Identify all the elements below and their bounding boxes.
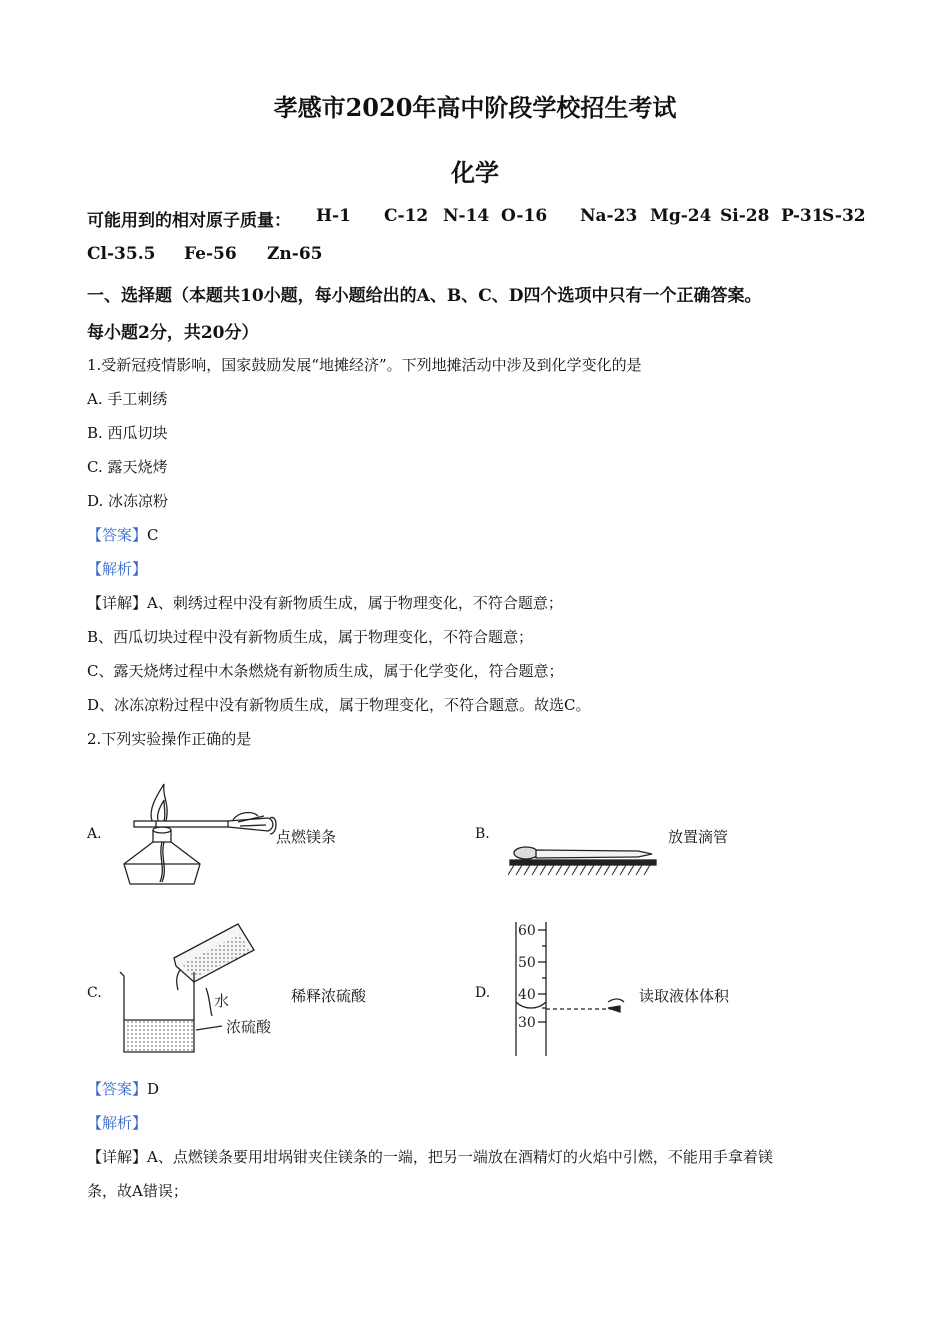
q1-answer xyxy=(87,524,159,545)
atomic-mass-item: H-1 xyxy=(316,206,351,226)
q2-option-a-letter: A. xyxy=(87,826,102,842)
tick-label: 50 xyxy=(518,955,536,971)
q1-option-d: D. 冰冻凉粉 xyxy=(87,492,169,510)
q1-option-b: B. 西瓜切块 xyxy=(87,424,168,442)
atomic-mass-item: Zn-65 xyxy=(267,244,323,264)
answer-value: C xyxy=(147,526,159,544)
detail-tag: 【详解】 xyxy=(87,1148,148,1166)
atomic-mass-item: Si-28 xyxy=(720,206,770,226)
q2-option-a-caption: 点燃镁条 xyxy=(276,828,337,846)
alcohol-lamp-figure xyxy=(118,772,278,890)
q2-option-b-caption: 放置滴管 xyxy=(668,828,729,846)
tick-label: 40 xyxy=(518,987,536,1003)
tick-label: 30 xyxy=(518,1015,536,1031)
atomic-mass-item: Fe-56 xyxy=(184,244,237,264)
acid-label: 浓硫酸 xyxy=(226,1018,272,1036)
dropper-figure xyxy=(508,842,660,886)
atomic-mass-item: Na-23 xyxy=(580,206,638,226)
q2-option-d-letter: D. xyxy=(475,985,491,1001)
q1-detail-4: D、冰冻凉粉过程中没有新物质生成，属于物理变化，不符合题意。故选C。 xyxy=(87,696,591,714)
atomic-mass-item: Cl-35.5 xyxy=(87,244,156,264)
water-label: 水 xyxy=(214,992,230,1010)
detail-text: A、点燃镁条要用坩埚钳夹住镁条的一端，把另一端放在酒精灯的火焰中引燃，不能用手拿着镁 xyxy=(147,1148,773,1166)
beaker-figure xyxy=(114,920,290,1060)
q1-option-a: A. 手工刺绣 xyxy=(87,390,168,408)
q2-stem: 2.下列实验操作正确的是 xyxy=(87,730,252,748)
atomic-mass-item: O-16 xyxy=(501,206,548,226)
q2-option-d-caption: 读取液体体积 xyxy=(639,987,730,1005)
detail-tag: 【详解】 xyxy=(87,594,148,612)
atomic-mass-item: S-32 xyxy=(822,206,866,226)
subject-title: 化学 xyxy=(451,158,499,187)
q1-analysis-tag: 【解析】 xyxy=(87,560,148,578)
answer-tag: 【答案】 xyxy=(87,1080,148,1098)
atomic-mass-item: Mg-24 xyxy=(650,206,712,226)
section-heading-cont: 每小题2分，共20分） xyxy=(87,323,259,343)
atomic-mass-label: 可能用到的相对原子质量： xyxy=(87,211,291,231)
page-title: 孝感市2020年高中阶段学校招生考试 xyxy=(273,93,677,122)
q2-detail-2: 条，故A错误； xyxy=(87,1182,188,1200)
q1-detail-1 xyxy=(87,592,563,613)
atomic-mass-item: P-31 xyxy=(781,206,824,226)
q1-stem: 1.受新冠疫情影响，国家鼓励发展“地摊经济”。下列地摊活动中涉及到化学变化的是 xyxy=(87,356,642,374)
q1-detail-3: C、露天烧烤过程中木条燃烧有新物质生成，属于化学变化，符合题意； xyxy=(87,662,564,680)
answer-tag: 【答案】 xyxy=(87,526,148,544)
q2-option-c-letter: C. xyxy=(87,985,102,1001)
cylinder-figure xyxy=(508,918,638,1060)
answer-value: D xyxy=(147,1080,160,1098)
atomic-mass-item: C-12 xyxy=(384,206,429,226)
q1-option-c: C. 露天烧烤 xyxy=(87,458,168,476)
q2-analysis-tag: 【解析】 xyxy=(87,1114,148,1132)
tick-label: 60 xyxy=(518,923,536,939)
q2-detail-1 xyxy=(87,1146,773,1167)
section-heading: 一、选择题（本题共10小题，每小题给出的A、B、C、D四个选项中只有一个正确答案。 xyxy=(87,286,762,306)
hatch-lines xyxy=(508,865,650,875)
q2-answer xyxy=(87,1078,159,1099)
q2-option-b-letter: B. xyxy=(475,826,490,842)
atomic-mass-item: N-14 xyxy=(443,206,490,226)
q2-option-c-caption: 稀释浓硫酸 xyxy=(291,987,367,1005)
q1-detail-2: B、西瓜切块过程中没有新物质生成，属于物理变化，不符合题意； xyxy=(87,628,534,646)
detail-text: A、刺绣过程中没有新物质生成，属于物理变化，不符合题意； xyxy=(147,594,563,612)
